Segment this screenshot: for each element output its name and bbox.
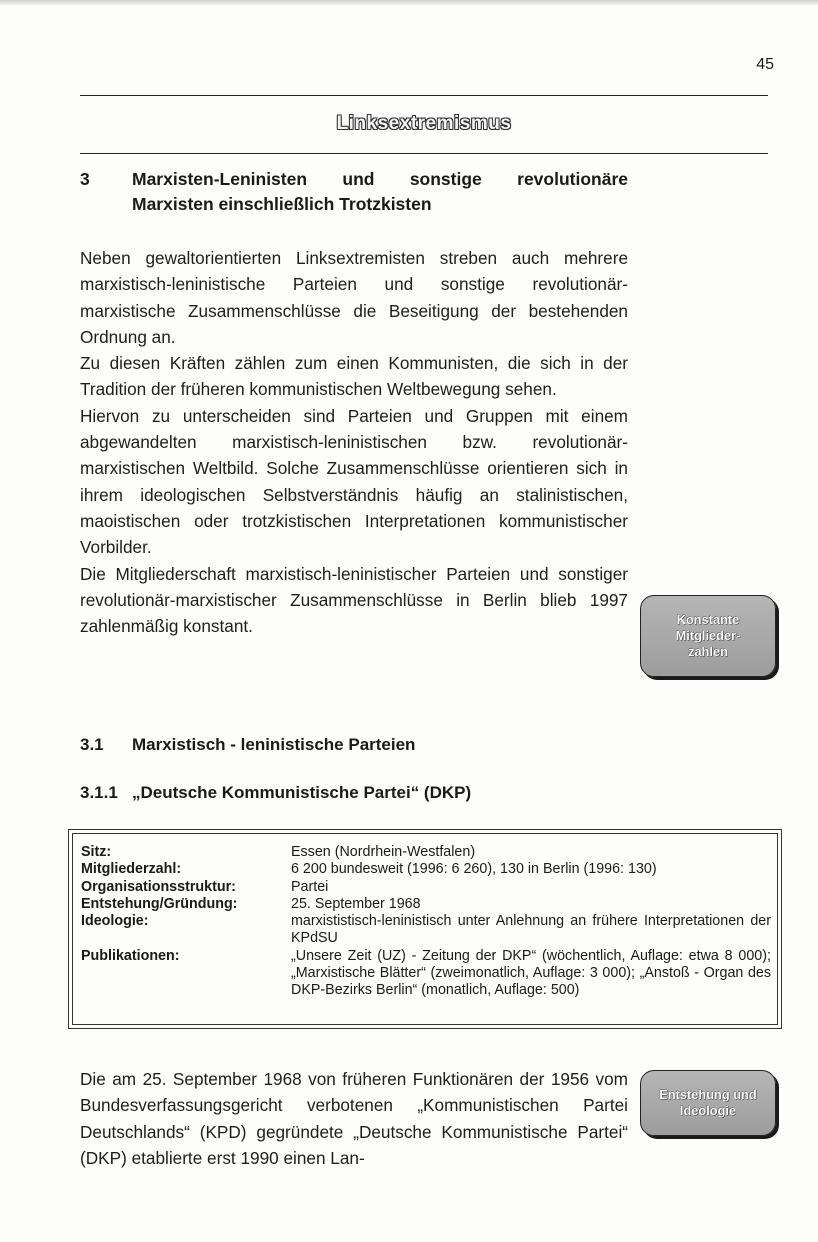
header-rule-top [80, 95, 768, 96]
paragraph: Zu diesen Kräften zählen zum einen Kommunisten, die sich in der Tradition der früheren kommunistischen Weltbewegung sehen. [80, 353, 628, 400]
side-note-line: Konstante [676, 612, 740, 627]
fact-value: 6 200 bundesweit (1996: 6 260), 130 in Berlin (1996: 130) [291, 861, 657, 878]
fact-label: Mitgliederzahl: [81, 861, 182, 878]
fact-value: „Unsere Zeit (UZ) - Zeitung der DKP“ (wöchentlich, Auflage: etwa 8 000); „Marxistische Blätter“ (zweimonatlich, Auflage: 3 000); „Anstoß - Organ des DKP-Bezirks Berlin“ (monatlich, Auflage: 500) [291, 947, 771, 999]
fact-label: Publikationen: [81, 947, 180, 964]
section-number: 3.1.1 [80, 783, 118, 802]
fact-box [68, 829, 782, 1029]
fact-row [81, 861, 771, 878]
fact-box-inner [72, 833, 778, 1025]
paragraph: Hiervon zu unterscheiden sind Parteien und Gruppen mit einem abgewandelten marxistisch-leninistischen bzw. revolutionär-marxistischen Weltbild. Solche Zusammenschlüsse orientieren sich in ihrem ideologischen Selbstverständnis häufig an stalinistischen, maoistischen oder trotzkistischen Interpretationen kommunistischer Vorbilder. [80, 405, 628, 558]
section-title: „Deutsche Kommunistische Partei“ (DKP) [132, 783, 472, 802]
fact-value: 25. September 1968 [291, 895, 421, 912]
closing-text [80, 1066, 628, 1171]
side-note-origin [640, 1070, 776, 1136]
fact-row [81, 844, 771, 861]
fact-value: marxististisch-leninistisch unter Anlehnung an frühere Interpretationen der KPdSU [291, 913, 771, 947]
fact-value: Essen (Nordrhein-Westfalen) [291, 844, 476, 860]
fact-row [81, 913, 771, 948]
paragraph: Die Mitgliederschaft marxistisch-leninistischer Parteien und sonstiger revolutionär-marxistischer Zusammenschlüsse in Berlin blieb 1997 zahlenmäßig konstant. [80, 563, 628, 637]
side-note-line: Ideologie [679, 1103, 737, 1118]
header-rule-bottom [80, 153, 768, 154]
scan-edge [0, 0, 818, 6]
page-number: 45 [756, 56, 774, 73]
chapter-number: 3 [80, 169, 90, 189]
side-note-line: Entstehung und [659, 1087, 757, 1102]
section-heading-3-1 [80, 735, 415, 755]
side-note-members [640, 595, 776, 677]
paragraph: Neben gewaltorientierten Linksextremisten streben auch mehrere marxistisch-leninistische Parteien und sonstige revolutionär-marxistische Zusammenschlüsse die Beseitigung der bestehenden Ordnung an. [80, 248, 628, 347]
fact-row [81, 896, 771, 913]
fact-label: Entstehung/Gründung: [81, 895, 238, 912]
chapter-title-line2: Marxisten einschließlich Trotzkisten [132, 194, 432, 214]
side-note-line: zahlen [688, 644, 728, 659]
paragraph: Die am 25. September 1968 von früheren Funktionären der 1956 vom Bundesverfassungsgericht verbotenen „Kommunistischen Partei Deutschlands“ (KPD) gegründete „Deutsche Kommunistische Partei“ (DKP) etablierte erst 1990 einen Lan- [80, 1069, 628, 1168]
section-number: 3.1 [80, 735, 104, 754]
running-head: Linksextremismus [336, 113, 512, 134]
section-title: Marxistisch - leninistische Parteien [132, 735, 416, 754]
fact-row [81, 948, 771, 1000]
fact-value: Partei [291, 878, 329, 895]
fact-label: Ideologie: [81, 913, 149, 930]
intro-text [80, 245, 628, 639]
fact-label: Organisationsstruktur: [81, 878, 236, 895]
chapter-title-line1: Marxisten-Leninisten und sonstige revolutionäre [132, 169, 628, 189]
fact-label: Sitz: [81, 844, 112, 860]
chapter-heading [80, 167, 628, 217]
section-heading-3-1-1 [80, 783, 471, 803]
fact-row [81, 879, 771, 896]
side-note-line: Mitglieder- [675, 628, 741, 643]
